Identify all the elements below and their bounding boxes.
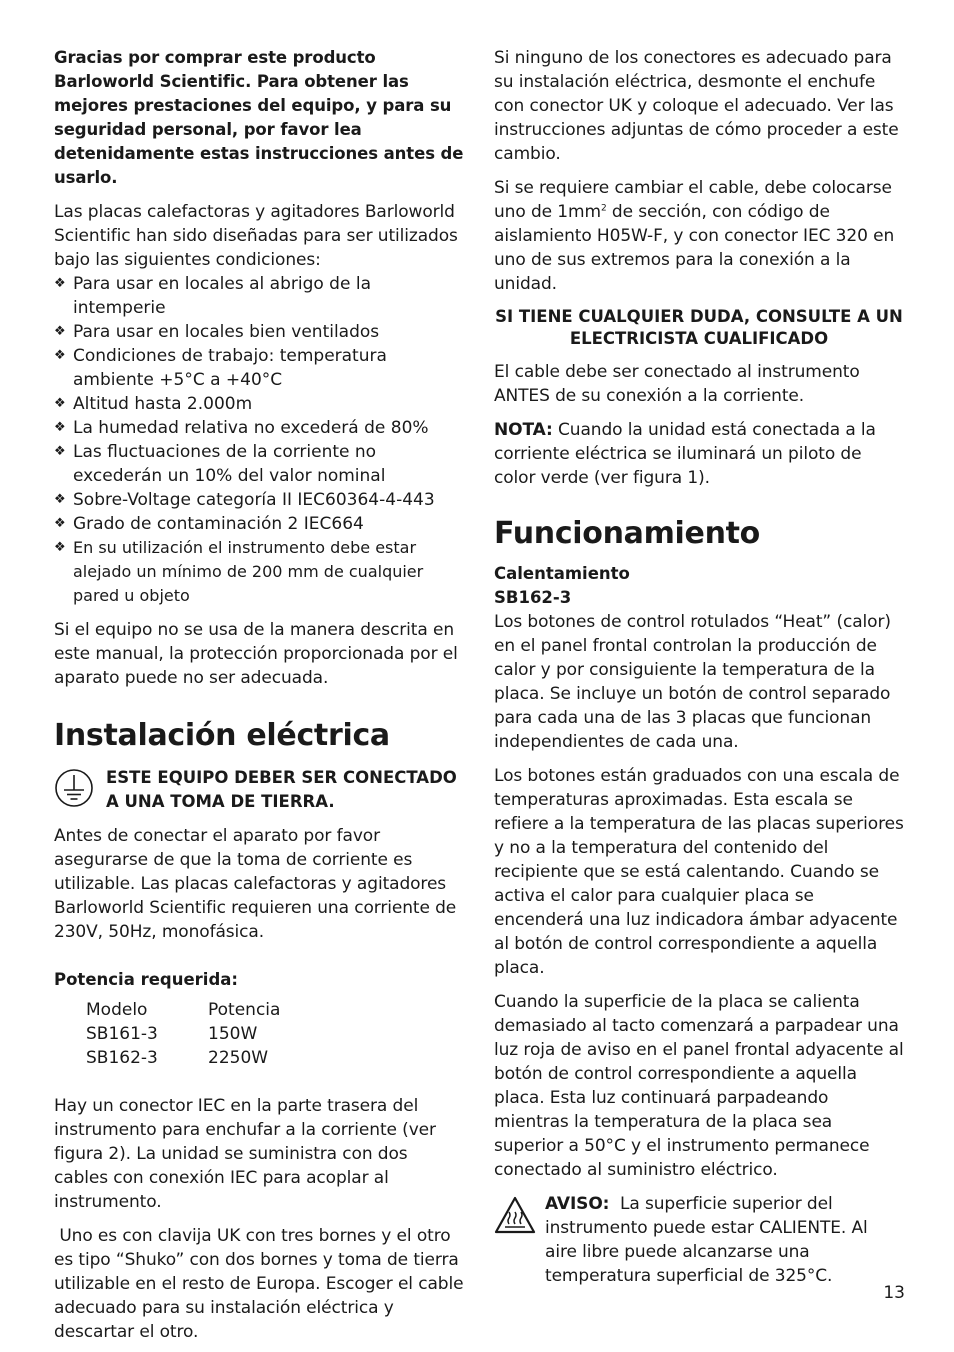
table-cell: 150W [208,1024,258,1044]
list-item: ❖ La humedad relativa no excederá de 80% [54,418,429,438]
bullet-icon: ❖ [54,492,66,507]
bullet-icon: ❖ [54,420,66,435]
bullet-icon: ❖ [54,444,66,459]
list-item: ❖ Para usar en locales al abrigo de la intemperie [54,274,371,318]
earth-warning-block [54,766,466,814]
nota-label: NOTA: [494,420,553,440]
table-cell: SB162-3 [86,1048,158,1068]
power-table [86,998,280,1070]
hot-warning-paragraph: Cuando la superficie de la placa se calienta demasiado al tacto comenzará a parpadear una luz roja de aviso en el panel frontal adyacente al botón de control correspondiente a aquella placa. Esta luz continuará parpadeando mientras la temperatura de la placa sea superior a 50°C y el instrumento permanece conectado al suministro eléctrico. [494,992,904,1180]
right-column [494,46,904,1288]
electrician-notice: SI TIENE CUALQUIER DUDA, CONSULTE A UN ELECTRICISTA CUALIFICADO [495,307,903,348]
func-heading: Funcionamiento [494,516,760,551]
table-cell: SB161-3 [86,1024,158,1044]
nota-paragraph: NOTA: Cuando la unidad está conectada a la corriente eléctrica se iluminará un piloto de color verde (ver figura 1). [494,420,876,488]
conditions-list [54,272,466,608]
heat-buttons-paragraph: Los botones de control rotulados “Heat” (calor) en el panel frontal controlan la producción de calor y por consiguiente la temperatura de la placa. Se incluye un botón de control separado para cada una de las 3 placas que funcionan independientes de cada una. [494,612,891,752]
table-row [86,1022,280,1046]
table-row [86,998,280,1022]
bullet-icon: ❖ [54,276,66,291]
cable-connect-paragraph: El cable debe ser conectado al instrumento ANTES de su conexión a la corriente. [494,362,860,406]
bullet-icon: ❖ [54,516,66,531]
table-cell: 2250W [208,1048,269,1068]
earth-warning-text: ESTE EQUIPO DEBER SER CONECTADO A UNA TOMA DE TIERRA. [106,768,457,811]
bullet-icon: ❖ [54,348,66,363]
aviso-block [494,1192,904,1288]
aviso-label: AVISO: [545,1194,610,1214]
list-item: ❖ En su utilización el instrumento debe estar alejado un mínimo de 200 mm de cualquier pared u objeto [54,538,424,605]
install-heading: Instalación eléctrica [54,718,390,753]
scale-paragraph: Los botones están graduados con una escala de temperaturas aproximadas. Esta escala se refiere a la temperatura de las placas superiores y no a la temperatura del contenido del recipiente que se está calentando. Cuando se activa el calor para cualquier placa se encenderá una luz indicadora ámbar adyacente al botón de control correspondiente a aquella placa. [494,766,904,978]
list-item: ❖ Las fluctuaciones de la corriente no excederán un 10% del valor nominal [54,442,386,486]
intro-paragraph: Gracias por comprar este producto Barloworld Scientific. Para obtener las mejores prestaciones del equipo, y para su seguridad personal, por favor lea detenidamente estas instrucciones antes de usarlo. [54,48,464,187]
list-item: ❖ Altitud hasta 2.000m [54,394,253,414]
page-number: 13 [883,1283,905,1303]
no-connector-paragraph: Si ninguno de los conectores es adecuado para su instalación eléctrica, desmonte el enchufe con conector UK y coloque el adecuado. Ver las instrucciones adjuntas de cómo proceder a este cambio. [494,48,899,164]
list-item: ❖ Para usar en locales bien ventilados [54,322,380,342]
iec-connector-paragraph: Hay un conector IEC en la parte trasera del instrumento para enchufar a la corriente (ver figura 2). La unidad se suministra con dos cables con conexión IEC para acoplar al instrumento. [54,1096,436,1212]
list-item: ❖ Sobre-Voltage categoría II IEC60364-4-443 [54,490,435,510]
heating-title: Calentamiento [494,564,630,583]
cable-paragraph: Si se requiere cambiar el cable, debe colocarse uno de $1mm^2$ de sección, con código de aislamiento H05W-F, y con conector IEC 320 en uno de sus extremos para la conexión a la unidad. [494,178,895,294]
protection-note: Si el equipo no se usa de la manera descrita en este manual, la protección proporcionada por el aparato puede no ser adecuada. [54,620,458,688]
before-connect-paragraph: Antes de conectar el aparato por favor asegurarse de que la toma de corriente es utilizable. Las placas calefactoras y agitadores Barloworld Scientific requieren una corriente de 230V, 50Hz, monofásica. [54,826,457,942]
table-header: Potencia [208,1000,281,1020]
plug-types-paragraph: Uno es con clavija UK con tres bornes y el otro es tipo “Shuko” con dos bornes y toma de tierra utilizable en el resto de Europa. Escoger el cable adecuado para su instalación eléctrica y descartar el otro. [54,1226,469,1342]
conditions-intro: Las placas calefactoras y agitadores Barloworld Scientific han sido diseñadas para ser utilizados bajo las siguientes condiciones: [54,202,458,270]
model-title: SB162-3 [494,588,572,607]
left-column [54,46,469,1344]
aviso-paragraph: AVISO: La superficie superior del instrumento puede estar CALIENTE. Al aire libre puede alcanzarse una temperatura superficial de 325°C. [545,1194,873,1286]
list-item: ❖ Grado de contaminación 2 IEC664 [54,514,364,534]
bullet-icon: ❖ [54,324,66,339]
table-row [86,1046,280,1070]
hot-surface-warning-icon [494,1196,536,1234]
list-item: ❖ Condiciones de trabajo: temperatura ambiente +5°C a +40°C [54,346,387,390]
bullet-icon: ❖ [54,396,66,411]
bullet-icon: ❖ [54,540,66,555]
earth-ground-icon [54,768,94,808]
table-header: Modelo [86,1000,148,1020]
power-title: Potencia requerida: [54,970,238,989]
